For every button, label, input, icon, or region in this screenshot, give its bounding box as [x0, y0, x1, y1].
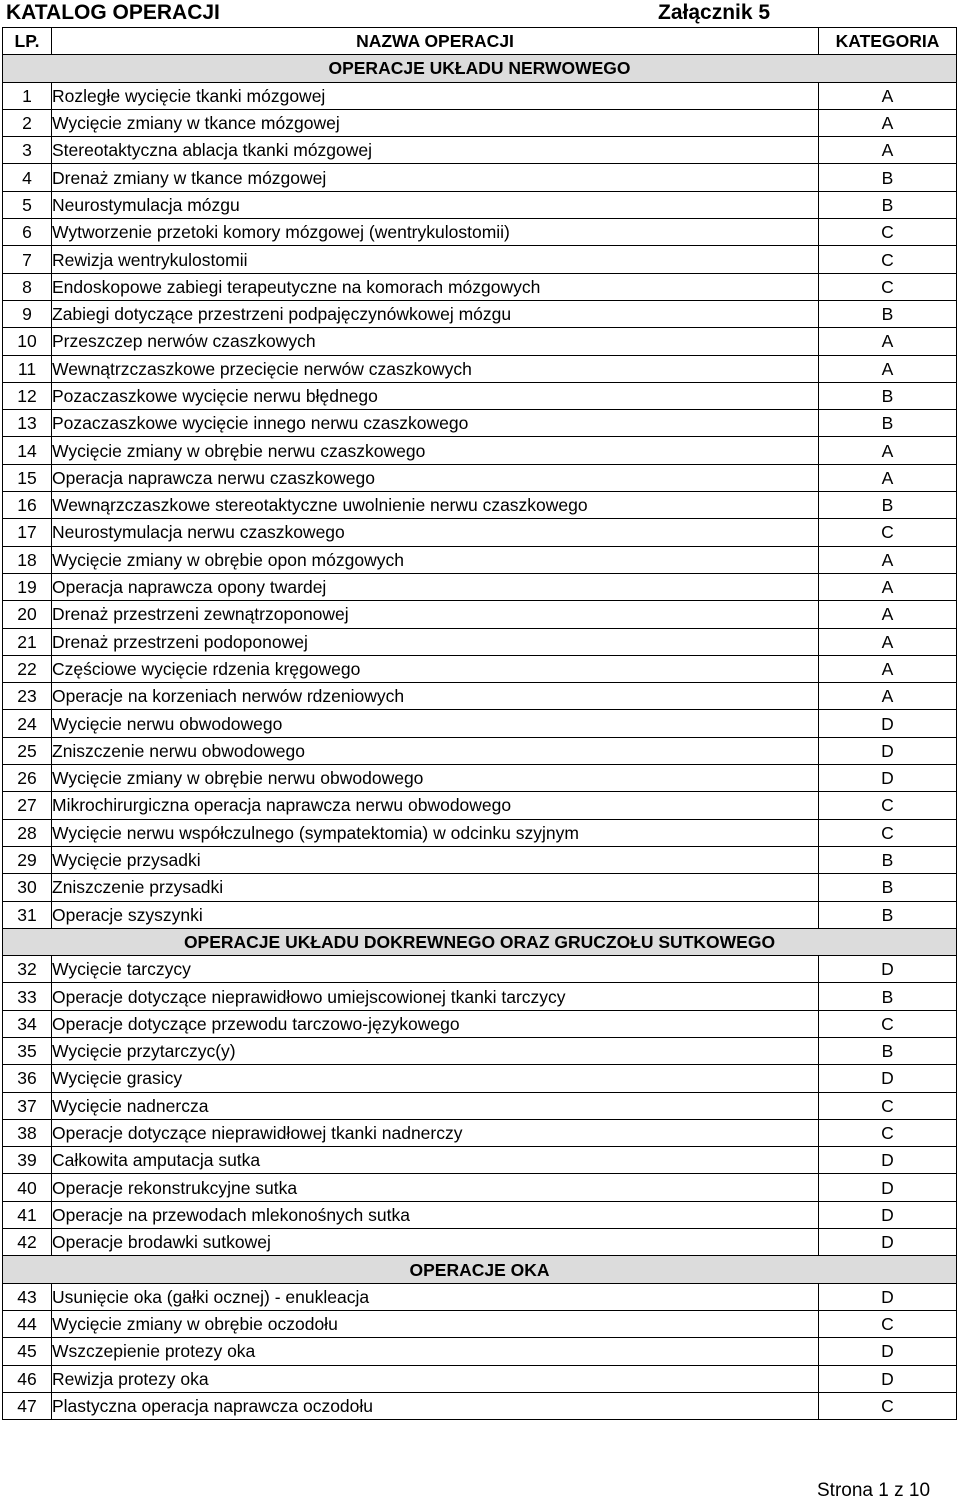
row-number: 41: [3, 1201, 52, 1228]
operation-name: Operacje dotyczące nieprawidłowej tkanki nadnerczy: [52, 1119, 819, 1146]
operation-name: Operacje dotyczące przewodu tarczowo-językowego: [52, 1010, 819, 1037]
operation-category: A: [819, 137, 957, 164]
operation-name: Operacja naprawcza opony twardej: [52, 573, 819, 600]
table-row: [3, 956, 957, 983]
row-number: 24: [3, 710, 52, 737]
table-row: [3, 846, 957, 873]
table-row: [3, 410, 957, 437]
operation-name: Wycięcie przysadki: [52, 846, 819, 873]
attachment-label: Załącznik 5: [658, 1, 771, 24]
row-number: 29: [3, 846, 52, 873]
table-row: [3, 1338, 957, 1365]
operation-name: Operacje brodawki sutkowej: [52, 1229, 819, 1256]
row-number: 40: [3, 1174, 52, 1201]
table-row: [3, 601, 957, 628]
operation-category: B: [819, 191, 957, 218]
row-number: 27: [3, 792, 52, 819]
operation-name: Wszczepienie protezy oka: [52, 1338, 819, 1365]
row-number: 43: [3, 1283, 52, 1310]
table-row: [3, 901, 957, 928]
operation-category: A: [819, 546, 957, 573]
operation-category: C: [819, 1392, 957, 1419]
table-row: [3, 1392, 957, 1419]
table-row: [3, 300, 957, 327]
row-number: 45: [3, 1338, 52, 1365]
table-row: [3, 683, 957, 710]
page-number: Strona 1 z 10: [817, 1480, 931, 1501]
operation-category: A: [819, 328, 957, 355]
table-row: [3, 382, 957, 409]
operation-name: Drenaż przestrzeni zewnątrzoponowej: [52, 601, 819, 628]
operation-name: Wycięcie zmiany w obrębie nerwu czaszkowego: [52, 437, 819, 464]
operation-category: B: [819, 983, 957, 1010]
header-category: KATEGORIA: [819, 28, 957, 55]
operation-category: C: [819, 1092, 957, 1119]
document-title: [6, 0, 954, 26]
table-row: [3, 1201, 957, 1228]
header-name: NAZWA OPERACJI: [52, 28, 819, 55]
operation-category: D: [819, 1365, 957, 1392]
table-row: [3, 655, 957, 682]
operation-category: C: [819, 519, 957, 546]
row-number: 5: [3, 191, 52, 218]
operation-name: Rewizja wentrykulostomii: [52, 246, 819, 273]
row-number: 44: [3, 1310, 52, 1337]
operation-name: Operacje dotyczące nieprawidłowo umiejscowionej tkanki tarczycy: [52, 983, 819, 1010]
table-header-row: [3, 28, 957, 55]
row-number: 10: [3, 328, 52, 355]
section-title: OPERACJE OKA: [3, 1256, 957, 1283]
row-number: 33: [3, 983, 52, 1010]
operation-name: Zniszczenie przysadki: [52, 874, 819, 901]
section-title: OPERACJE UKŁADU DOKREWNEGO ORAZ GRUCZOŁU SUTKOWEGO: [3, 928, 957, 955]
operation-category: B: [819, 874, 957, 901]
row-number: 7: [3, 246, 52, 273]
operation-category: D: [819, 1174, 957, 1201]
row-number: 19: [3, 573, 52, 600]
operation-category: A: [819, 109, 957, 136]
table-row: [3, 628, 957, 655]
operation-name: Wycięcie przytarczyc(y): [52, 1037, 819, 1064]
table-row: [3, 1010, 957, 1037]
operation-category: A: [819, 655, 957, 682]
operation-name: Operacje na korzeniach nerwów rdzeniowych: [52, 683, 819, 710]
table-row: [3, 246, 957, 273]
operation-name: Operacje szyszynki: [52, 901, 819, 928]
operation-category: B: [819, 164, 957, 191]
section-header-row: [3, 1256, 957, 1283]
operation-name: Drenaż przestrzeni podoponowej: [52, 628, 819, 655]
operation-name: Neurostymulacja nerwu czaszkowego: [52, 519, 819, 546]
table-row: [3, 1310, 957, 1337]
operation-name: Drenaż zmiany w tkance mózgowej: [52, 164, 819, 191]
table-row: [3, 519, 957, 546]
table-row: [3, 109, 957, 136]
section-header-row: [3, 55, 957, 82]
row-number: 30: [3, 874, 52, 901]
row-number: 6: [3, 219, 52, 246]
operation-category: A: [819, 355, 957, 382]
row-number: 34: [3, 1010, 52, 1037]
row-number: 28: [3, 819, 52, 846]
table-row: [3, 546, 957, 573]
row-number: 26: [3, 765, 52, 792]
operation-name: Zabiegi dotyczące przestrzeni podpajęczynówkowej mózgu: [52, 300, 819, 327]
section-title: OPERACJE UKŁADU NERWOWEGO: [3, 55, 957, 82]
operation-name: Endoskopowe zabiegi terapeutyczne na komorach mózgowych: [52, 273, 819, 300]
operation-name: Neurostymulacja mózgu: [52, 191, 819, 218]
row-number: 1: [3, 82, 52, 109]
operation-name: Wycięcie tarczycy: [52, 956, 819, 983]
row-number: 31: [3, 901, 52, 928]
operation-category: D: [819, 956, 957, 983]
row-number: 21: [3, 628, 52, 655]
row-number: 17: [3, 519, 52, 546]
row-number: 36: [3, 1065, 52, 1092]
row-number: 35: [3, 1037, 52, 1064]
row-number: 38: [3, 1119, 52, 1146]
operation-category: B: [819, 901, 957, 928]
operation-category: A: [819, 464, 957, 491]
operation-category: A: [819, 601, 957, 628]
table-row: [3, 1283, 957, 1310]
operation-name: Rewizja protezy oka: [52, 1365, 819, 1392]
operation-name: Wycięcie grasicy: [52, 1065, 819, 1092]
table-row: [3, 437, 957, 464]
operation-name: Wycięcie zmiany w tkance mózgowej: [52, 109, 819, 136]
operation-name: Wycięcie nerwu obwodowego: [52, 710, 819, 737]
operation-name: Wycięcie zmiany w obrębie opon mózgowych: [52, 546, 819, 573]
row-number: 14: [3, 437, 52, 464]
operation-category: B: [819, 300, 957, 327]
operation-category: B: [819, 410, 957, 437]
operation-category: B: [819, 382, 957, 409]
operation-name: Stereotaktyczna ablacja tkanki mózgowej: [52, 137, 819, 164]
operations-table: [2, 27, 957, 1420]
row-number: 32: [3, 956, 52, 983]
row-number: 23: [3, 683, 52, 710]
row-number: 46: [3, 1365, 52, 1392]
table-row: [3, 1065, 957, 1092]
table-row: [3, 874, 957, 901]
table-row: [3, 273, 957, 300]
operation-category: D: [819, 1147, 957, 1174]
row-number: 2: [3, 109, 52, 136]
operation-name: Wycięcie zmiany w obrębie oczodołu: [52, 1310, 819, 1337]
operation-category: C: [819, 1310, 957, 1337]
operation-name: Mikrochirurgiczna operacja naprawcza nerwu obwodowego: [52, 792, 819, 819]
row-number: 9: [3, 300, 52, 327]
operation-category: D: [819, 1065, 957, 1092]
operation-name: Przeszczep nerwów czaszkowych: [52, 328, 819, 355]
operation-category: B: [819, 492, 957, 519]
row-number: 25: [3, 737, 52, 764]
operation-name: Rozległe wycięcie tkanki mózgowej: [52, 82, 819, 109]
table-row: [3, 573, 957, 600]
operation-category: C: [819, 219, 957, 246]
table-row: [3, 1229, 957, 1256]
row-number: 18: [3, 546, 52, 573]
table-row: [3, 492, 957, 519]
row-number: 37: [3, 1092, 52, 1119]
operation-category: A: [819, 437, 957, 464]
table-row: [3, 464, 957, 491]
operation-category: C: [819, 819, 957, 846]
operation-category: C: [819, 246, 957, 273]
table-row: [3, 1147, 957, 1174]
operation-category: D: [819, 1283, 957, 1310]
row-number: 3: [3, 137, 52, 164]
section-header-row: [3, 928, 957, 955]
table-row: [3, 191, 957, 218]
table-row: [3, 819, 957, 846]
operation-category: B: [819, 1037, 957, 1064]
operation-category: D: [819, 1229, 957, 1256]
table-row: [3, 1174, 957, 1201]
operation-name: Operacje rekonstrukcyjne sutka: [52, 1174, 819, 1201]
operation-name: Wewnąrzczaszkowe stereotaktyczne uwolnienie nerwu czaszkowego: [52, 492, 819, 519]
operation-category: D: [819, 737, 957, 764]
operation-category: B: [819, 846, 957, 873]
table-row: [3, 765, 957, 792]
row-number: 11: [3, 355, 52, 382]
operation-category: C: [819, 792, 957, 819]
operation-name: Plastyczna operacja naprawcza oczodołu: [52, 1392, 819, 1419]
row-number: 4: [3, 164, 52, 191]
operation-name: Wycięcie nadnercza: [52, 1092, 819, 1119]
row-number: 22: [3, 655, 52, 682]
operation-name: Wewnątrzczaszkowe przecięcie nerwów czaszkowych: [52, 355, 819, 382]
operation-name: Pozaczaszkowe wycięcie innego nerwu czaszkowego: [52, 410, 819, 437]
operation-name: Zniszczenie nerwu obwodowego: [52, 737, 819, 764]
operation-category: D: [819, 765, 957, 792]
operation-name: Wytworzenie przetoki komory mózgowej (wentrykulostomii): [52, 219, 819, 246]
operation-category: C: [819, 273, 957, 300]
row-number: 20: [3, 601, 52, 628]
operation-category: A: [819, 82, 957, 109]
operation-name: Całkowita amputacja sutka: [52, 1147, 819, 1174]
operation-category: D: [819, 1201, 957, 1228]
table-row: [3, 137, 957, 164]
table-row: [3, 1119, 957, 1146]
row-number: 42: [3, 1229, 52, 1256]
operation-category: D: [819, 1338, 957, 1365]
table-row: [3, 219, 957, 246]
operation-category: D: [819, 710, 957, 737]
table-row: [3, 983, 957, 1010]
table-row: [3, 792, 957, 819]
row-number: 16: [3, 492, 52, 519]
operation-name: Pozaczaszkowe wycięcie nerwu błędnego: [52, 382, 819, 409]
operation-name: Operacje na przewodach mlekonośnych sutka: [52, 1201, 819, 1228]
operation-name: Usunięcie oka (gałki ocznej) - enukleacja: [52, 1283, 819, 1310]
operation-category: C: [819, 1119, 957, 1146]
table-row: [3, 82, 957, 109]
operation-name: Operacja naprawcza nerwu czaszkowego: [52, 464, 819, 491]
row-number: 47: [3, 1392, 52, 1419]
table-row: [3, 1092, 957, 1119]
row-number: 12: [3, 382, 52, 409]
table-row: [3, 710, 957, 737]
operation-name: Wycięcie nerwu współczulnego (sympatektomia) w odcinku szyjnym: [52, 819, 819, 846]
table-row: [3, 355, 957, 382]
operation-category: C: [819, 1010, 957, 1037]
table-row: [3, 328, 957, 355]
row-number: 13: [3, 410, 52, 437]
operation-name: Wycięcie zmiany w obrębie nerwu obwodowego: [52, 765, 819, 792]
catalog-title: KATALOG OPERACJI: [6, 1, 220, 24]
row-number: 15: [3, 464, 52, 491]
row-number: 39: [3, 1147, 52, 1174]
row-number: 8: [3, 273, 52, 300]
operation-category: A: [819, 628, 957, 655]
table-row: [3, 1365, 957, 1392]
table-row: [3, 737, 957, 764]
table-row: [3, 1037, 957, 1064]
operation-category: A: [819, 573, 957, 600]
header-lp: LP.: [3, 28, 52, 55]
table-row: [3, 164, 957, 191]
operation-category: A: [819, 683, 957, 710]
operation-name: Częściowe wycięcie rdzenia kręgowego: [52, 655, 819, 682]
